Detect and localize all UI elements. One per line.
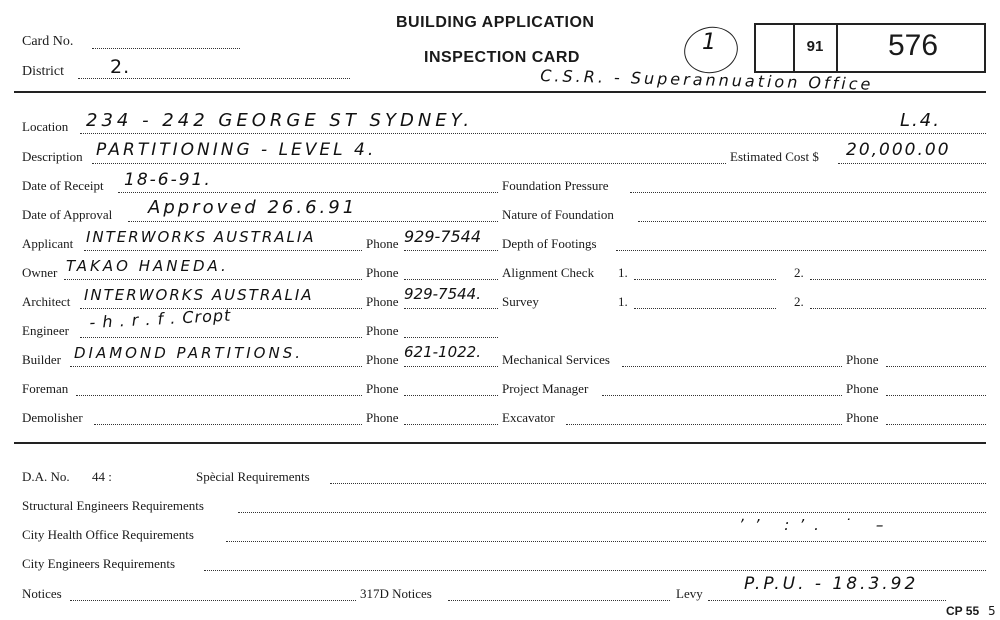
builder-phone-label: Phone bbox=[366, 352, 399, 367]
engineer-label: Engineer bbox=[22, 323, 69, 338]
special-requirements-line bbox=[330, 483, 986, 484]
date-of-receipt-value: 18-6-91. bbox=[124, 170, 212, 190]
project-manager-label: Project Manager bbox=[502, 381, 589, 396]
applicant-phone-line bbox=[404, 250, 498, 251]
architect-label: Architect bbox=[22, 294, 71, 309]
excavator-label: Excavator bbox=[502, 410, 555, 425]
description-value: PARTITIONING - LEVEL 4. bbox=[96, 140, 377, 160]
notices-317d-label: 317D Notices bbox=[360, 586, 432, 601]
owner-line bbox=[64, 279, 362, 280]
city-health-value: ʼ’ :’. ˙ – bbox=[740, 516, 894, 534]
date-of-approval-value: Approved 26.6.91 bbox=[148, 197, 358, 218]
project-manager-phone-line bbox=[886, 395, 986, 396]
box-divider-1 bbox=[793, 23, 795, 73]
notices-317d-line bbox=[448, 600, 670, 601]
receipt-line bbox=[118, 192, 498, 193]
district-line bbox=[78, 78, 350, 79]
district-value: 2. bbox=[110, 56, 131, 78]
applicant-label: Applicant bbox=[22, 236, 74, 251]
alignment-check-num2: 2. bbox=[794, 265, 804, 280]
depth-of-footings-label: Depth of Footings bbox=[502, 236, 597, 251]
applicant-phone: 929-7544 bbox=[404, 227, 482, 246]
builder-value: DIAMOND PARTITIONS. bbox=[74, 344, 303, 362]
foundation-pressure-label: Foundation Pressure bbox=[502, 178, 609, 193]
form-code: CP 55 bbox=[946, 604, 980, 618]
description-line bbox=[92, 163, 726, 164]
foreman-phone-label: Phone bbox=[366, 381, 399, 396]
date-of-approval-label: Date of Approval bbox=[22, 207, 113, 222]
mechanical-services-phone-label: Phone bbox=[846, 352, 879, 367]
builder-label: Builder bbox=[22, 352, 61, 367]
engineer-value: - h . r . f . Cropt bbox=[89, 305, 232, 332]
description-label: Description bbox=[22, 149, 83, 164]
architect-value: INTERWORKS AUSTRALIA bbox=[84, 286, 314, 304]
handwritten-note: C.S.R. - Superannuation Office bbox=[540, 66, 874, 94]
demolisher-label: Demolisher bbox=[22, 410, 83, 425]
structural-engineers-line bbox=[238, 512, 986, 513]
excavator-phone-label: Phone bbox=[846, 410, 879, 425]
builder-phone: 621-1022. bbox=[404, 343, 481, 361]
project-manager-phone-label: Phone bbox=[846, 381, 879, 396]
form-title-line2: INSPECTION CARD bbox=[424, 49, 580, 66]
estimated-cost-label: Estimated Cost $ bbox=[730, 149, 819, 164]
year-box-value: 91 bbox=[806, 38, 824, 55]
owner-phone-label: Phone bbox=[366, 265, 399, 280]
demolisher-phone-label: Phone bbox=[366, 410, 399, 425]
da-no-value: 44 : bbox=[92, 469, 112, 484]
card-no-label: Card No. bbox=[22, 34, 74, 49]
location-value: 234 - 242 GEORGE ST SYDNEY. bbox=[86, 110, 474, 131]
special-requirements-label: Spècial Requirements bbox=[196, 469, 310, 484]
estimated-cost-value: 20,000.00 bbox=[846, 140, 951, 160]
owner-phone-line bbox=[404, 279, 498, 280]
owner-value: TAKAO HANEDA. bbox=[66, 257, 229, 275]
location-right-note: L.4. bbox=[900, 110, 941, 131]
cost-line bbox=[838, 163, 986, 164]
levy-value: P.P.U. - 18.3.92 bbox=[744, 574, 919, 594]
owner-label: Owner bbox=[22, 265, 58, 280]
card-no-line bbox=[92, 48, 240, 49]
form-title-line1: BUILDING APPLICATION bbox=[396, 14, 595, 31]
city-engineers-label: City Engineers Requirements bbox=[22, 556, 176, 571]
notices-label: Notices bbox=[22, 586, 62, 601]
foundation-pressure-line bbox=[630, 192, 986, 193]
date-of-receipt-label: Date of Receipt bbox=[22, 178, 104, 193]
mechanical-services-phone-line bbox=[886, 366, 986, 367]
city-health-label: City Health Office Requirements bbox=[22, 527, 194, 542]
survey-line2 bbox=[810, 308, 986, 309]
depth-of-footings-line bbox=[616, 250, 986, 251]
applicant-phone-label: Phone bbox=[366, 236, 399, 251]
builder-phone-line bbox=[404, 366, 498, 367]
corner-mark: 5 bbox=[988, 604, 996, 618]
architect-phone: 929-7544. bbox=[404, 285, 481, 303]
engineer-phone-line bbox=[404, 337, 498, 338]
city-engineers-line bbox=[204, 570, 986, 571]
engineer-phone-label: Phone bbox=[366, 323, 399, 338]
foreman-label: Foreman bbox=[22, 381, 69, 396]
levy-label: Levy bbox=[676, 586, 703, 601]
survey-num2: 2. bbox=[794, 294, 804, 309]
mechanical-services-line bbox=[622, 366, 842, 367]
demolisher-line bbox=[94, 424, 362, 425]
foreman-line bbox=[76, 395, 362, 396]
demolisher-phone-line bbox=[404, 424, 498, 425]
nature-of-foundation-label: Nature of Foundation bbox=[502, 207, 614, 222]
da-no-label: D.A. No. bbox=[22, 469, 70, 484]
foreman-phone-line bbox=[404, 395, 498, 396]
number-box-value: 576 bbox=[887, 29, 939, 62]
architect-phone-line bbox=[404, 308, 498, 309]
city-health-line bbox=[226, 541, 986, 542]
circled-number: 1 bbox=[702, 30, 716, 55]
alignment-check-line1 bbox=[634, 279, 776, 280]
applicant-line bbox=[84, 250, 362, 251]
header-divider bbox=[14, 91, 986, 93]
applicant-value: INTERWORKS AUSTRALIA bbox=[86, 228, 316, 246]
excavator-line bbox=[566, 424, 842, 425]
nature-of-foundation-line bbox=[638, 221, 986, 222]
structural-engineers-label: Structural Engineers Requirements bbox=[22, 498, 204, 513]
builder-line bbox=[70, 366, 362, 367]
middle-divider bbox=[14, 442, 986, 444]
location-label: Location bbox=[22, 119, 69, 134]
alignment-check-label: Alignment Check bbox=[502, 265, 595, 280]
survey-line1 bbox=[634, 308, 776, 309]
district-label: District bbox=[22, 64, 64, 79]
survey-label: Survey bbox=[502, 294, 539, 309]
alignment-check-num1: 1. bbox=[618, 265, 628, 280]
engineer-line bbox=[80, 337, 362, 338]
excavator-phone-line bbox=[886, 424, 986, 425]
survey-num1: 1. bbox=[618, 294, 628, 309]
location-line bbox=[80, 133, 986, 134]
approval-line bbox=[128, 221, 498, 222]
levy-line bbox=[708, 600, 946, 601]
notices-line bbox=[70, 600, 356, 601]
box-divider-2 bbox=[836, 23, 838, 73]
project-manager-line bbox=[602, 395, 842, 396]
mechanical-services-label: Mechanical Services bbox=[502, 352, 610, 367]
architect-phone-label: Phone bbox=[366, 294, 399, 309]
alignment-check-line2 bbox=[810, 279, 986, 280]
